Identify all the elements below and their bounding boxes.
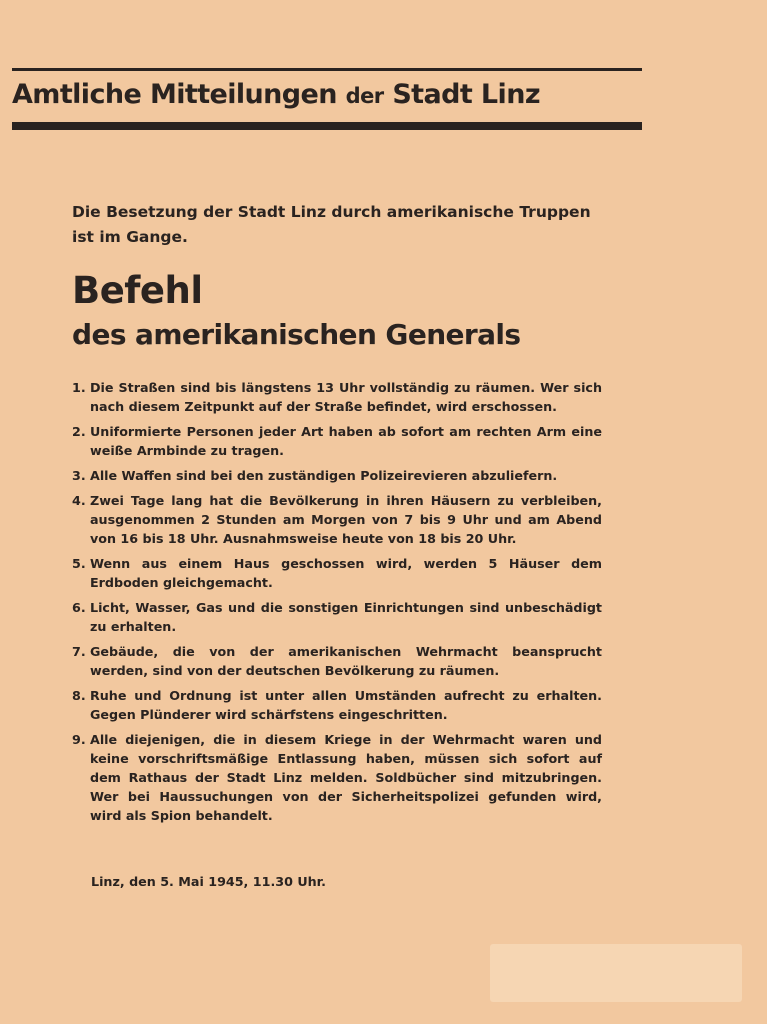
order-number: 7. — [72, 644, 86, 659]
order-number: 3. — [72, 468, 86, 483]
masthead-rule-top — [12, 68, 642, 71]
order-number: 2. — [72, 424, 86, 439]
heading-befehl: Befehl — [72, 269, 203, 312]
order-text: Ruhe und Ordnung ist unter allen Umständen aufrecht zu erhalten. Gegen Plünderer wird schärfstens eingeschritten. — [90, 688, 602, 722]
masthead-title — [12, 75, 642, 116]
order-text: Zwei Tage lang hat die Bevölkerung in ihren Häusern zu verbleiben, ausgenommen 2 Stunden am Morgen von 7 bis 9 Uhr und am Abend von 16 bis 18 Uhr. Ausnahmsweise heute von 18 bis 20 Uhr. — [90, 493, 602, 546]
order-text: Uniformierte Personen jeder Art haben ab sofort am rechten Arm eine weiße Armbinde zu tragen. — [90, 424, 602, 458]
order-item — [72, 466, 602, 485]
dateline: Linz, den 5. Mai 1945, 11.30 Uhr. — [91, 874, 326, 889]
masthead-rule-bottom — [12, 122, 642, 130]
orders-list — [72, 378, 602, 831]
order-number: 9. — [72, 732, 86, 747]
order-item — [72, 598, 602, 636]
order-text: Gebäude, die von der amerikanischen Wehrmacht beansprucht werden, sind von der deutschen Bevölkerung zu räumen. — [90, 644, 602, 678]
order-item — [72, 642, 602, 680]
order-item — [72, 554, 602, 592]
order-text: Die Straßen sind bis längstens 13 Uhr vollständig zu räumen. Wer sich nach diesem Zeitpunkt auf der Straße befindet, wird erschossen. — [90, 380, 602, 414]
paper-stain — [490, 944, 742, 1002]
order-number: 8. — [72, 688, 86, 703]
order-item — [72, 378, 602, 416]
order-item — [72, 422, 602, 460]
order-item — [72, 730, 602, 825]
order-number: 1. — [72, 380, 86, 395]
order-text: Licht, Wasser, Gas und die sonstigen Einrichtungen sind unbeschädigt zu erhalten. — [90, 600, 602, 634]
masthead-title-der: der — [345, 84, 384, 108]
order-item — [72, 491, 602, 548]
order-number: 6. — [72, 600, 86, 615]
order-number: 4. — [72, 493, 86, 508]
heading-subtitle: des amerikanischen Generals — [72, 318, 521, 351]
order-number: 5. — [72, 556, 86, 571]
order-text: Wenn aus einem Haus geschossen wird, werden 5 Häuser dem Erdboden gleichgemacht. — [90, 556, 602, 590]
masthead — [12, 68, 642, 130]
order-text: Alle diejenigen, die in diesem Kriege in der Wehrmacht waren und keine vorschriftsmäßige Entlassung haben, müssen sich sofort auf dem Rathaus der Stadt Linz melden. Soldbücher sind mitzubringen. Wer bei Haussuchungen von der Sicherheitspolizei gefunden wird, wird als Spion behandelt. — [90, 732, 602, 823]
intro-text: Die Besetzung der Stadt Linz durch amerikanische Truppen ist im Gange. — [72, 203, 591, 246]
order-item — [72, 686, 602, 724]
masthead-title-main: Amtliche Mitteilungen — [12, 79, 337, 110]
masthead-title-city: Stadt Linz — [392, 79, 540, 110]
order-text: Alle Waffen sind bei den zuständigen Polizeirevieren abzuliefern. — [90, 468, 558, 483]
